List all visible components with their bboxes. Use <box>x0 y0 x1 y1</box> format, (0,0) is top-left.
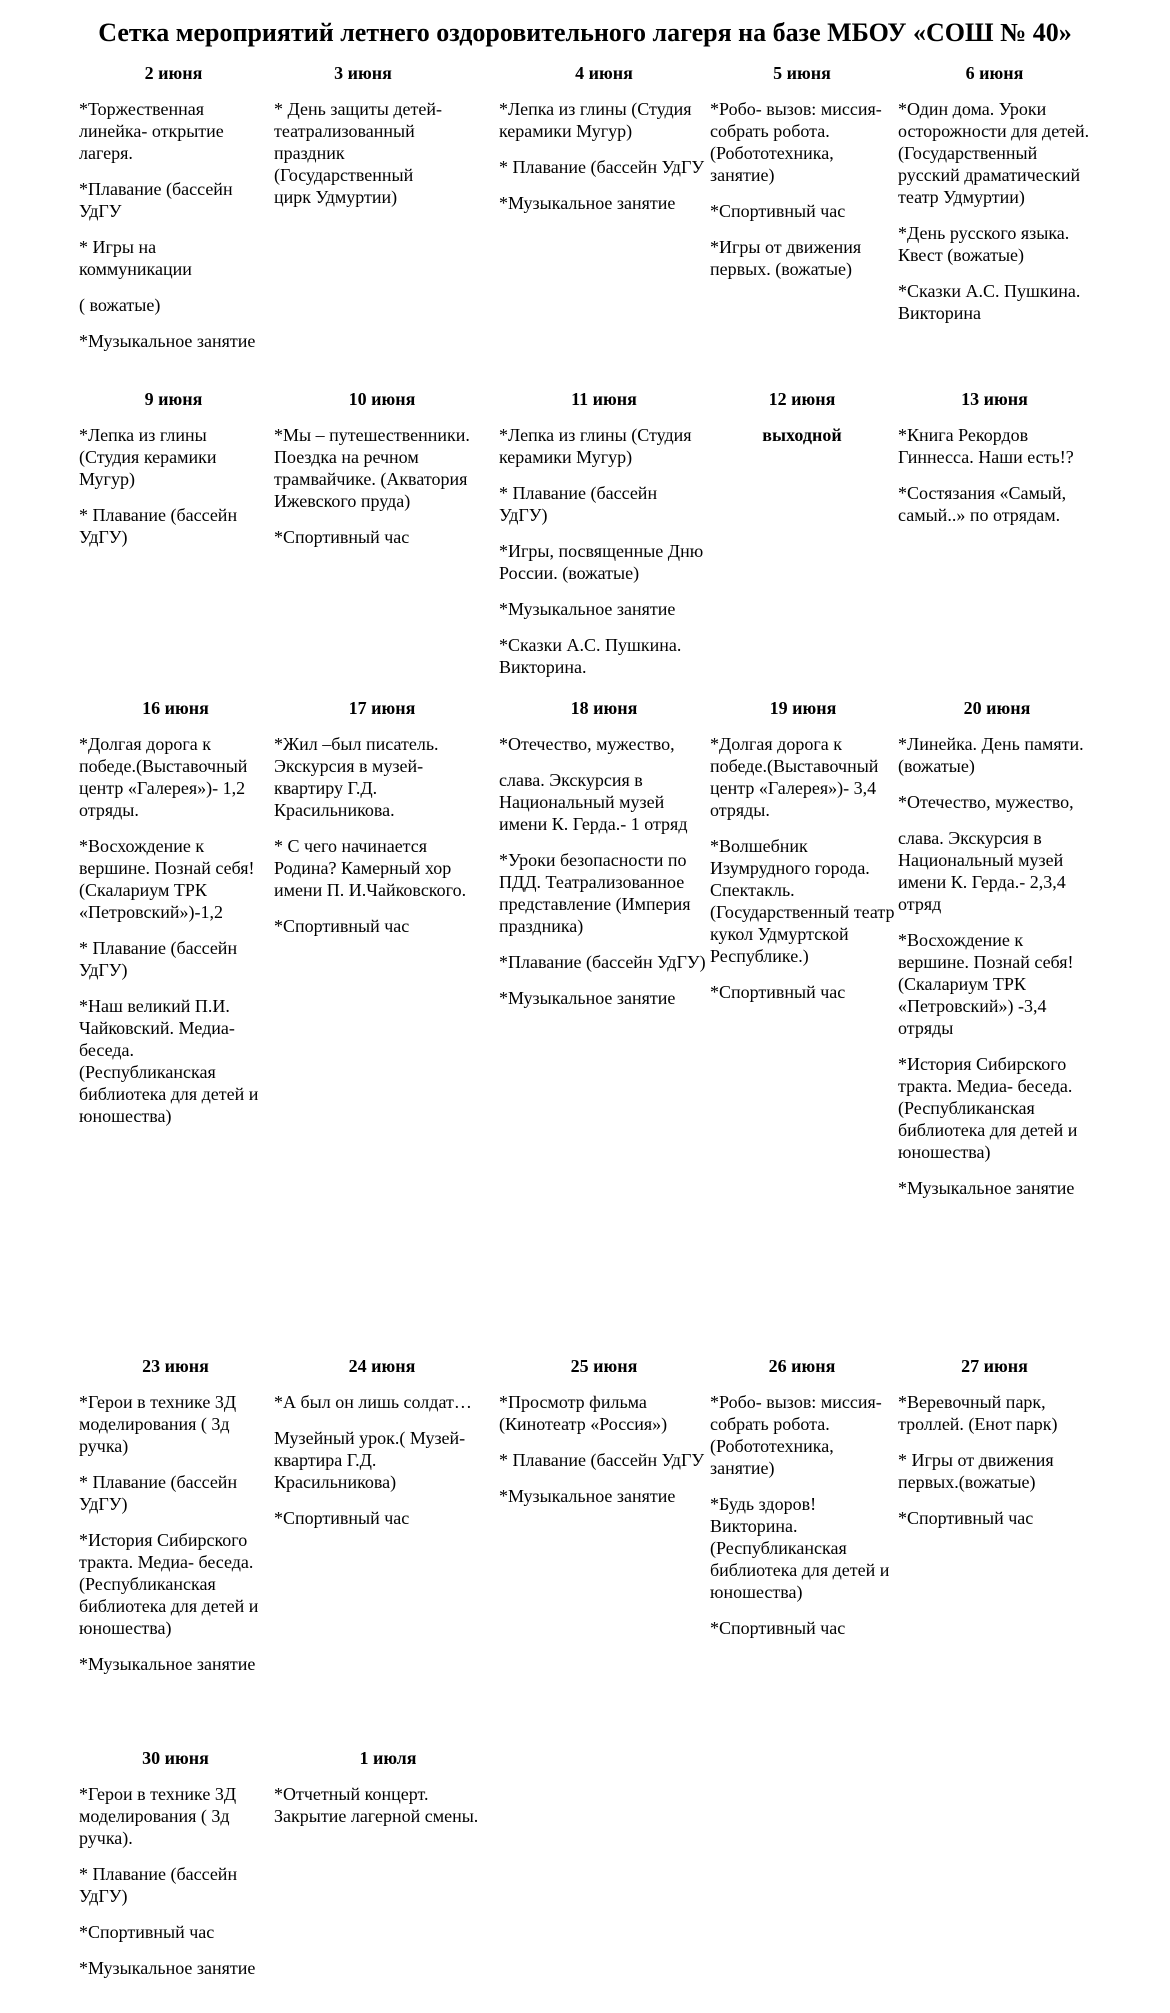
activity-item: *Линейка. День памяти.(вожатые) <box>898 734 1084 776</box>
activity-item: слава. Экскурсия в Национальный музей имени К. Герда.- 2,3,4 отряд <box>898 828 1066 914</box>
day-date: 19 июня <box>769 698 837 718</box>
day-column <box>898 1355 1091 1543</box>
activity-item: *Состязания «Самый, самый..» по отрядам. <box>898 483 1067 525</box>
activity-item: *Сказки А.С. Пушкина. Викторина <box>898 281 1081 323</box>
activity-item: *Долгая дорога к победе.(Выставочный центр «Галерея»)- 3,4 отряды. <box>710 734 879 820</box>
page-title: Сетка мероприятий летнего оздоровительного лагеря на базе МБОУ «СОШ № 40» <box>98 18 1072 47</box>
day-date: 13 июня <box>961 389 1028 409</box>
activity-item: *Робо- вызов: миссия- собрать робота. (Робототехника, занятие) <box>710 1392 882 1478</box>
day-date: 23 июня <box>142 1356 209 1376</box>
day-date: 9 июня <box>144 389 203 409</box>
day-date: 2 июня <box>144 63 203 83</box>
activity-item: *Один дома. Уроки осторожности для детей. (Государственный русский драматический театр Удмуртии) <box>898 99 1090 207</box>
activity-item: *Книга Рекордов Гиннесса. Наши есть!? <box>898 425 1074 467</box>
day-date: 20 июня <box>963 698 1031 718</box>
activity-item: *Музыкальное занятие <box>499 1486 676 1506</box>
activity-item: * Плавание (бассейн УдГУ) <box>79 1864 238 1906</box>
activity-item: *Спортивный час <box>79 1922 215 1942</box>
activity-item: *Лепка из глины (Студия керамики Мугур) <box>499 425 692 467</box>
day-date: 10 июня <box>348 389 416 409</box>
activity-item: *Отечество, мужество, <box>898 792 1074 812</box>
day-column <box>274 62 452 222</box>
day-column <box>710 697 896 1017</box>
activity-item: *Просмотр фильма (Кинотеатр «Россия») <box>499 1392 668 1434</box>
day-date: 24 июня <box>348 1356 416 1376</box>
activity-item: *История Сибирского тракта. Медиа- беседа. (Республиканская библиотека для детей и юношества) <box>79 1530 259 1638</box>
day-date: 25 июня <box>570 1356 638 1376</box>
activity-item: *Лепка из глины (Студия керамики Мугур) <box>79 425 217 489</box>
day-column <box>499 697 709 1023</box>
day-column <box>898 697 1096 1213</box>
activity-item: *Спортивный час <box>274 1508 410 1528</box>
day-column <box>274 1747 502 1841</box>
activity-item: *Музыкальное занятие <box>499 193 676 213</box>
activity-item: *Музыкальное занятие <box>499 599 676 619</box>
activity-item: ( вожатые) <box>79 295 161 315</box>
activity-item: * С чего начинается Родина? Камерный хор имени П. И.Чайковского. <box>274 836 467 900</box>
activity-item: *Музыкальное занятие <box>79 331 256 351</box>
day-column <box>499 62 709 228</box>
activity-item: *Музыкальное занятие <box>79 1958 256 1978</box>
day-date: 1 июля <box>359 1748 417 1768</box>
day-column <box>898 62 1091 338</box>
day-date: 26 июня <box>768 1356 836 1376</box>
activity-item: *Спортивный час <box>898 1508 1034 1528</box>
day-column <box>710 62 894 294</box>
activity-item: *Спортивный час <box>274 916 410 936</box>
activity-item: *Музыкальное занятие <box>499 988 676 1008</box>
day-date: 30 июня <box>142 1748 209 1768</box>
activity-item: *Герои в технике 3Д моделирования ( 3д ручка) <box>79 1392 237 1456</box>
day-column <box>79 62 268 366</box>
day-column <box>79 1355 272 1689</box>
day-date: 5 июня <box>773 63 831 83</box>
activity-item: *История Сибирского тракта. Медиа- беседа. (Республиканская библиотека для детей и юношества) <box>898 1054 1078 1162</box>
activity-item: *Музыкальное занятие <box>79 1654 256 1674</box>
day-date: 12 июня <box>768 389 836 409</box>
activity-item: * Плавание (бассейн УдГУ) <box>79 505 238 547</box>
day-column <box>710 1355 894 1653</box>
day-date: 17 июня <box>348 698 416 718</box>
activity-item: *А был он лишь солдат… <box>274 1392 472 1412</box>
activity-item: *Волшебник Изумрудного города. Спектакль. (Государственный театр кукол Удмуртской Республике.) <box>710 836 895 966</box>
activity-item: * Плавание (бассейн УдГУ <box>499 1450 705 1470</box>
day-column <box>499 1355 709 1521</box>
activity-item: * Плавание (бассейн УдГУ <box>499 157 705 177</box>
day-date: 18 июня <box>570 698 638 718</box>
day-column <box>710 388 894 446</box>
activity-item: *Восхождение к вершине. Познай себя! (Скалариум ТРК «Петровский») -3,4 отряды <box>898 930 1074 1038</box>
day-column <box>898 388 1091 540</box>
activity-item: *Спортивный час <box>710 982 846 1002</box>
day-date: 27 июня <box>961 1356 1028 1376</box>
activity-item: слава. Экскурсия в Национальный музей имени К. Герда.- 1 отряд <box>499 770 688 834</box>
day-column <box>274 697 490 951</box>
day-column <box>499 388 709 692</box>
day-date: 3 июня <box>334 63 392 83</box>
day-off-label: выходной <box>762 425 842 445</box>
day-column <box>274 388 490 562</box>
activity-item: *Жил –был писатель. Экскурсия в музей- квартиру Г.Д. Красильникова. <box>274 734 439 820</box>
activity-item: *День русского языка. Квест (вожатые) <box>898 223 1070 265</box>
activity-item: *Спортивный час <box>710 1618 846 1638</box>
activity-item: *Отчетный концерт. Закрытие лагерной смены. <box>274 1784 479 1826</box>
activity-item: *Герои в технике 3Д моделирования ( 3д ручка). <box>79 1784 237 1848</box>
activity-item: * Плавание (бассейн УдГУ) <box>79 938 238 980</box>
day-date: 16 июня <box>142 698 209 718</box>
activity-item: *Торжественная линейка- открытие лагеря. <box>79 99 224 163</box>
activity-item: *Спортивный час <box>710 201 846 221</box>
activity-item: Музейный урок.( Музей- квартира Г.Д. Красильникова) <box>274 1428 466 1492</box>
day-column <box>79 697 272 1141</box>
activity-item: *Плавание (бассейн УдГУ) <box>499 952 706 972</box>
activity-item: *Плавание (бассейн УдГУ <box>79 179 233 221</box>
day-date: 6 июня <box>965 63 1024 83</box>
activity-item: *Лепка из глины (Студия керамики Мугур) <box>499 99 692 141</box>
activity-item: *Восхождение к вершине. Познай себя! (Скалариум ТРК «Петровский»)-1,2 <box>79 836 255 922</box>
activity-item: *Мы – путешественники. Поездка на речном трамвайчике. (Акватория Ижевского пруда) <box>274 425 470 511</box>
activity-item: * Игры на коммуникации <box>79 237 192 279</box>
day-column <box>79 388 268 562</box>
activity-item: *Сказки А.С. Пушкина. Викторина. <box>499 635 682 677</box>
day-date: 4 июня <box>575 63 633 83</box>
activity-item: *Игры, посвященные Дню России. (вожатые) <box>499 541 704 583</box>
day-column <box>79 1747 272 1993</box>
activity-item: *Робо- вызов: миссия- собрать робота. (Робототехника, занятие) <box>710 99 882 185</box>
activity-item: * Игры от движения первых.(вожатые) <box>898 1450 1054 1492</box>
activity-item: *Будь здоров! Викторина. (Республиканская библиотека для детей и юношества) <box>710 1494 890 1602</box>
day-column <box>274 1355 490 1543</box>
activity-item: * Плавание (бассейн УдГУ) <box>79 1472 238 1514</box>
activity-item: * День защиты детей- театрализованный праздник (Государственный цирк Удмуртии) <box>274 99 443 207</box>
activity-item: *Наш великий П.И. Чайковский. Медиа- беседа. (Республиканская библиотека для детей и юношества) <box>79 996 259 1126</box>
day-date: 11 июня <box>571 389 637 409</box>
activity-item: *Уроки безопасности по ПДД. Театрализованное представление (Империя праздника) <box>499 850 691 936</box>
activity-item: * Плавание (бассейн УдГУ) <box>499 483 658 525</box>
activity-item: *Музыкальное занятие <box>898 1178 1075 1198</box>
activity-item: *Отечество, мужество, <box>499 734 675 754</box>
activity-item: *Веревочный парк, троллей. (Енот парк) <box>898 1392 1058 1434</box>
activity-item: *Долгая дорога к победе.(Выставочный центр «Галерея»)- 1,2 отряды. <box>79 734 248 820</box>
activity-item: *Игры от движения первых. (вожатые) <box>710 237 862 279</box>
activity-item: *Спортивный час <box>274 527 410 547</box>
